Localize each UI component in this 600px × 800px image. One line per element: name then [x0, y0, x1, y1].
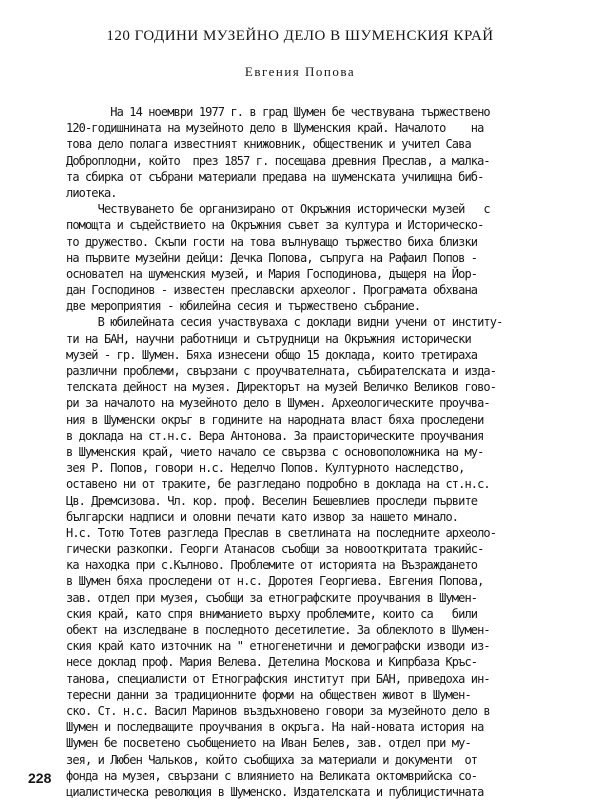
- text-line: в Шумен бяха проследени от н.с. Доротея Георгиева. Евгения Попова,: [66, 574, 484, 589]
- text-line: ка находка при с.Кълново. Проблемите от историята на Възраждането: [66, 558, 478, 573]
- text-line: зея, и Любен Чальков, който съобщиха за материали и документи от: [66, 752, 478, 767]
- text-line: в доклада на ст.н.с. Вера Антонова. За праисторическите проучвания: [66, 428, 484, 443]
- text-line: та сбирка от събрани материали предава на шуменската училищна биб-: [66, 169, 484, 184]
- text-line: ския край като източник на " етногенетични и демографски изводи из-: [66, 639, 490, 654]
- text-line: Шумен и последващите проучвания в окръга. На най-новата история на: [66, 720, 484, 735]
- text-line: На 14 ноември 1977 г. в град Шумен бе чествувана тържествено: [66, 105, 490, 119]
- text-line: телската дейност на музея. Директорът на музей Величко Великов гово-: [66, 380, 497, 395]
- text-line: това дело полага известният книжовник, общественик и учител Сава: [66, 137, 471, 152]
- text-line: български надписи и оловни печати като извор за нашето минало.: [66, 509, 459, 524]
- text-line: в Шуменския край, чието начало се свързва с основоположника на му-: [66, 444, 484, 459]
- text-line: Шумен бе посветено съобщението на Иван Белев, зав. отдел при му-: [66, 736, 471, 751]
- text-line: помощта и съдействието на Окръжния съвет за култура и Историческо-: [66, 218, 484, 233]
- text-line: 120-годишнината на музейното дело в Шуменския край. Началото на: [66, 121, 484, 136]
- text-line: на първите музейни дейци: Дечка Попова, съпруга на Рафаил Попов -: [66, 250, 478, 265]
- author-name: Евгения Попова: [244, 64, 356, 79]
- text-line: несе доклад проф. Мария Велева. Детелина Москова и Кипрбаза Кръс-: [66, 655, 478, 670]
- text-line: Цв. Дремсизова. Чл. кор. проф. Веселин Бешевлиев проследи първите: [66, 493, 478, 508]
- text-line: ри за началото на музейното дело в Шумен. Археологическите проучва-: [66, 396, 490, 411]
- text-line: В юбилейната сесия участвуваха с доклади видни учени от институ-: [66, 315, 503, 330]
- text-line: зея Р. Попов, говори н.с. Неделчо Попов. Културното наследство,: [66, 461, 465, 476]
- text-line: оставено ни от траките, бе разгледано подробно в доклада на ст.н.с.: [66, 477, 490, 492]
- text-line: ния в Шуменски окръг в годините на народната власт бяха проследени: [66, 412, 484, 427]
- text-line: зав. отдел при музея, съобщи за етнографските проучвания в Шумен-: [66, 590, 478, 605]
- text-line: гически разкопки. Георги Атанасов съобщи за новооткритата тракийс-: [66, 542, 484, 557]
- article-title: 120 ГОДИНИ МУЗЕЙНО ДЕЛО В ШУМЕНСКИЯ КРАЙ: [106, 28, 494, 44]
- text-line: то дружество. Скъпи гости на това вълнуващо тържество биха близки: [66, 234, 478, 249]
- text-line: Чествуването бе организирано от Окръжния исторически музей с: [66, 202, 490, 217]
- text-line: обект на изследване в последното десетилетие. За облеклото в Шумен-: [66, 623, 490, 637]
- text-line: ския край, като спря вниманието върху проблемите, които са били: [66, 606, 478, 621]
- text-line: дан Господинов - известен преславски археолог. Програмата обхвана: [66, 283, 478, 298]
- text-line: различни проблеми, свързани с проучвателната, събирателската и изда-: [66, 364, 497, 378]
- text-line: лиотека.: [66, 185, 117, 200]
- text-line: циалистическа революция в Шуменско. Издателската и публицистичната: [66, 784, 484, 799]
- text-line: Доброплодни, който през 1857 г. посещава древния Преслав, а малка-: [66, 153, 490, 168]
- text-line: музей - гр. Шумен. Бяха изнесени общо 15 доклада, които третираха: [66, 347, 478, 362]
- text-line: основател на шуменския музей, и Мария Господинова, дъщеря на Йор-: [66, 266, 478, 281]
- article-body: [66, 104, 582, 800]
- text-line: две мероприятия - юбилейна сесия и тържествено събрание.: [66, 299, 421, 314]
- text-line: танова, специалисти от Етнографския институт при БАН, приведоха ин-: [66, 671, 490, 686]
- text-line: фонда на музея, свързани с влиянието на Великата октомврийска со-: [66, 768, 478, 783]
- text-line: Н.с. Тотю Тотев разгледа Преслав в светлината на последните археоло-: [66, 525, 497, 540]
- page-number: 228: [28, 770, 52, 786]
- text-line: тересни данни за традиционните форми на обществен живот в Шумен-: [66, 687, 471, 702]
- text-line: ти на БАН, научни работници и сътрудници на Окръжния исторически: [66, 331, 471, 346]
- text-line: ско. Ст. н.с. Васил Маринов въздъхновено говори за музейното дело в: [66, 703, 490, 718]
